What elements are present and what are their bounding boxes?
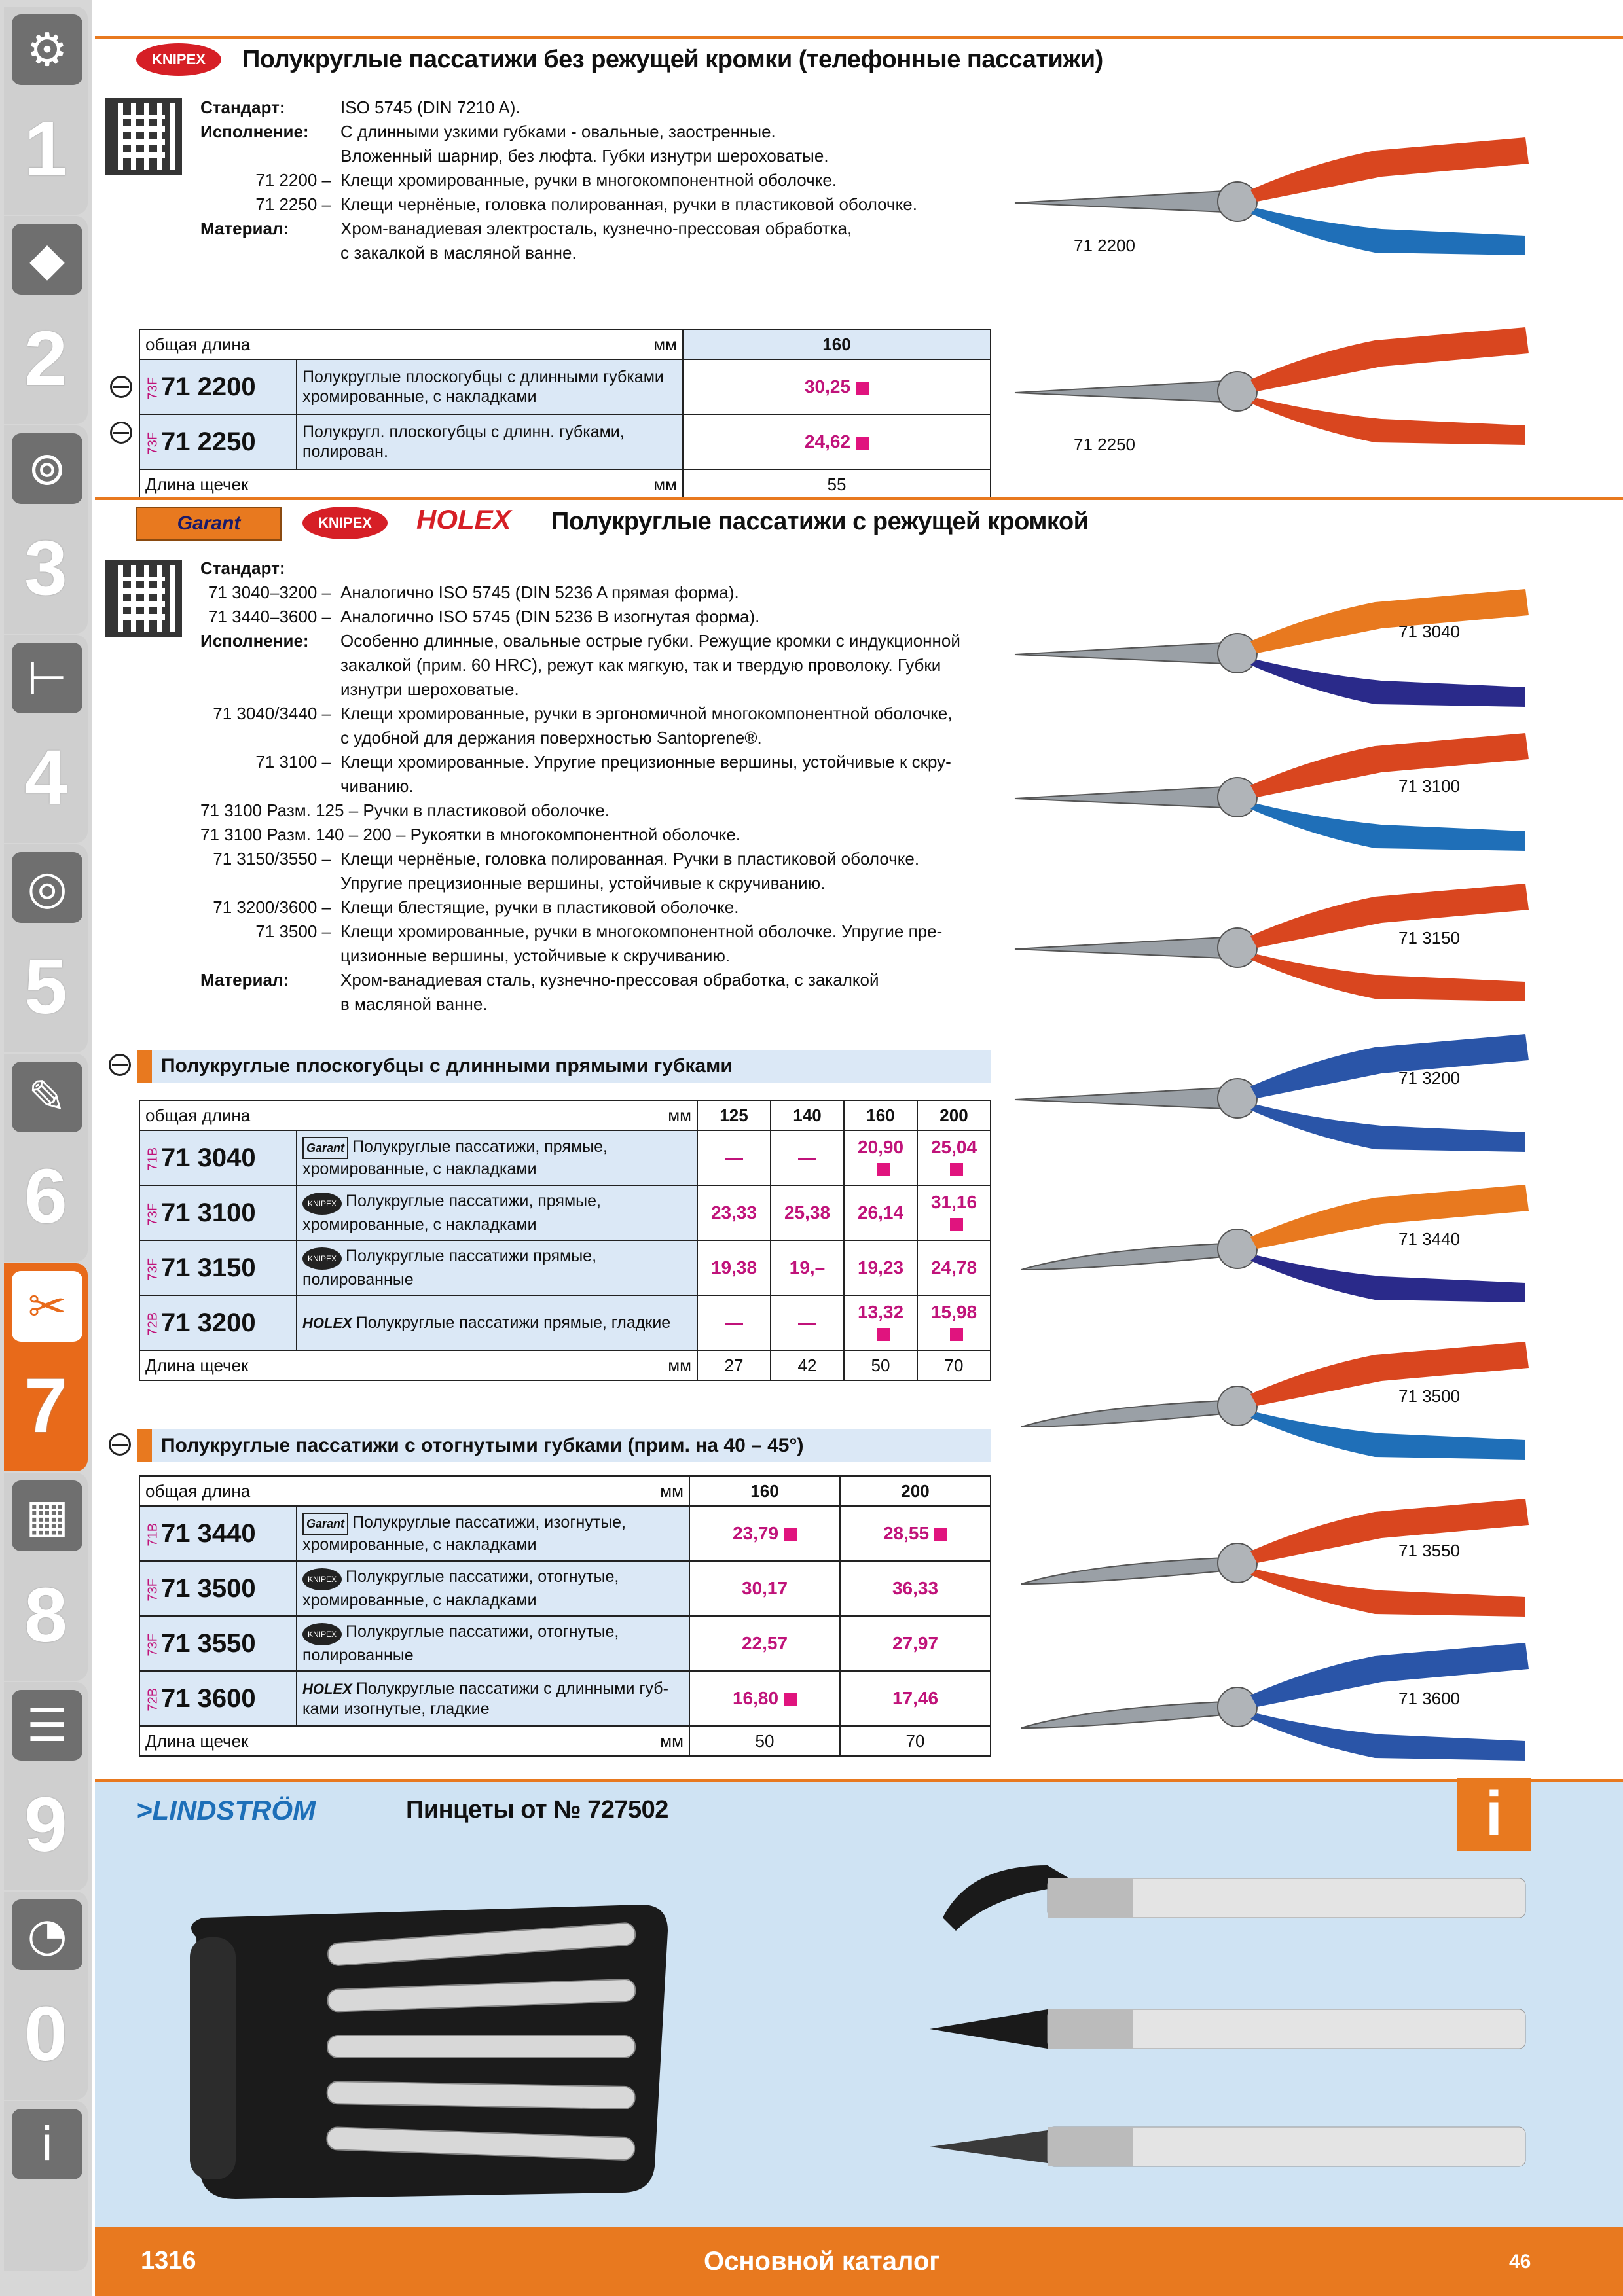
description-cell: Полукруглые плоскогубцы с длинными губками хромированные, с накладками bbox=[297, 359, 683, 414]
price-value: 19,23 bbox=[857, 1257, 904, 1278]
price-cell bbox=[840, 1616, 991, 1671]
section-header bbox=[95, 1779, 1623, 1843]
spec-label: 71 3100 – bbox=[255, 752, 331, 772]
price-value: 22,57 bbox=[741, 1633, 788, 1653]
garant-logo: Garant bbox=[302, 1137, 348, 1159]
chapter-number: 7 bbox=[24, 1363, 67, 1449]
price-cell bbox=[917, 1295, 991, 1350]
catalog-title: Основной каталог bbox=[704, 2247, 940, 2276]
header-label: общая длина bbox=[145, 1105, 251, 1125]
price-cell bbox=[840, 1671, 991, 1726]
drill-icon: ⚙ bbox=[12, 14, 82, 85]
table-row bbox=[139, 1671, 991, 1726]
table-row bbox=[139, 1506, 991, 1561]
table-row bbox=[139, 1240, 991, 1295]
description-text: Полукруглые пассатижи, отогнутые, хромированные, с накладками bbox=[302, 1568, 619, 1609]
code-cell bbox=[139, 359, 297, 414]
chapter-number: 8 bbox=[24, 1572, 67, 1659]
price-value: — bbox=[725, 1147, 743, 1168]
spec-label: 71 3200/3600 – bbox=[213, 897, 331, 917]
holex-logo: HOLEX bbox=[416, 504, 511, 535]
availability-square-icon bbox=[877, 1328, 890, 1341]
group-code: 73F bbox=[145, 1202, 160, 1225]
caliper-icon: ⊢ bbox=[12, 643, 82, 713]
code-cell bbox=[139, 1130, 297, 1185]
code-cell bbox=[139, 414, 297, 469]
spec-label: Стандарт: bbox=[200, 98, 285, 117]
tweezers-pouch-image bbox=[170, 1865, 681, 2206]
pliers-label: 71 2200 bbox=[1074, 236, 1135, 255]
price-cell bbox=[697, 1185, 771, 1240]
price-value: 20,90 bbox=[857, 1137, 904, 1157]
chapter-tab-0[interactable] bbox=[4, 1892, 88, 2100]
price-value: 25,38 bbox=[784, 1202, 831, 1223]
spec-label: Исполнение: bbox=[200, 631, 309, 651]
knipex-logo: KNIPEX bbox=[136, 43, 221, 76]
chapter-number: 9 bbox=[24, 1782, 67, 1868]
section-title: Полукруглые пассатижи с режущей кромкой bbox=[551, 508, 1089, 535]
spec-label: 71 2200 – bbox=[255, 170, 331, 190]
spec-value: Клещи чернёные, головка полированная. Ручки в пластиковой оболочке. bbox=[340, 849, 920, 869]
chapter-tab-9[interactable] bbox=[4, 1682, 88, 1890]
price-value: 23,79 bbox=[732, 1523, 779, 1543]
description-cell bbox=[297, 1130, 697, 1185]
page-index: 46 bbox=[1509, 2251, 1531, 2272]
availability-square-icon bbox=[784, 1693, 797, 1706]
description-text: Полукруглые пассатижи, изогнутые, хромированные, с накладками bbox=[302, 1513, 627, 1554]
description-cell bbox=[297, 1295, 697, 1350]
chapter-tab-info[interactable] bbox=[4, 2101, 88, 2271]
price-value: — bbox=[798, 1147, 816, 1168]
price-value: 17,46 bbox=[892, 1688, 939, 1708]
price-cell bbox=[689, 1561, 840, 1616]
description-cell bbox=[297, 1240, 697, 1295]
availability-square-icon bbox=[856, 382, 869, 395]
code-cell bbox=[139, 1240, 297, 1295]
code-cell bbox=[139, 1506, 297, 1561]
wrench-icon: ✎ bbox=[12, 1062, 82, 1132]
page-number: 1316 bbox=[141, 2247, 196, 2274]
spec-value: Вложенный шарнир, без люфта. Губки изнутри шероховатые. bbox=[340, 146, 829, 166]
chapter-number: 6 bbox=[24, 1153, 67, 1240]
jaw-length-row bbox=[139, 1350, 991, 1380]
article-code: 71 3500 bbox=[161, 1573, 256, 1603]
unit-label: мм bbox=[668, 1105, 691, 1125]
group-code: 73F bbox=[145, 1257, 160, 1280]
spec-value: изнутри шероховатые. bbox=[340, 679, 519, 699]
price-cell bbox=[771, 1240, 844, 1295]
spec-value: ISO 5745 (DIN 7210 A). bbox=[340, 98, 520, 117]
availability-square-icon bbox=[950, 1163, 963, 1176]
availability-square-icon bbox=[950, 1328, 963, 1341]
unit-label: мм bbox=[660, 1480, 684, 1501]
spec-value: в масляной ванне. bbox=[340, 994, 488, 1014]
code-cell bbox=[139, 1185, 297, 1240]
jaw-value: 42 bbox=[771, 1350, 844, 1380]
jaw-value: 70 bbox=[840, 1726, 991, 1756]
price-value: 24,78 bbox=[930, 1257, 977, 1278]
price-value: 28,55 bbox=[883, 1523, 930, 1543]
size-header: 200 bbox=[917, 1100, 991, 1130]
price-value: 27,97 bbox=[892, 1633, 939, 1653]
knipex-logo: KNIPEX bbox=[302, 1623, 342, 1645]
group-code: 72B bbox=[145, 1312, 160, 1335]
jaw-length-row bbox=[139, 469, 991, 499]
spec-value: цизионные вершины, устойчивые к скручиванию. bbox=[340, 946, 731, 965]
header-cell bbox=[139, 1100, 697, 1130]
pliers-label: 71 2250 bbox=[1074, 435, 1135, 454]
qr-code-icon bbox=[105, 98, 182, 175]
price-value: — bbox=[725, 1312, 743, 1333]
pliers-label: 71 3100 bbox=[1398, 776, 1460, 796]
no-cut-symbol-icon bbox=[109, 1054, 131, 1076]
pliers-label: 71 3440 bbox=[1398, 1229, 1460, 1249]
description-cell: Полукругл. плоскогубцы с длинн. губками, полирован. bbox=[297, 414, 683, 469]
availability-square-icon bbox=[856, 437, 869, 450]
unit-label: мм bbox=[653, 334, 677, 354]
holex-logo: HOLEX bbox=[302, 1680, 352, 1697]
code-cell bbox=[139, 1295, 297, 1350]
price-value: 19,– bbox=[789, 1257, 826, 1278]
subsection-header: Полукруглые пассатижи с отогнутыми губками (прим. на 40 – 45°) bbox=[137, 1429, 991, 1462]
article-code: 71 3040 bbox=[161, 1143, 256, 1172]
availability-square-icon bbox=[934, 1528, 947, 1541]
table-header-row bbox=[139, 1476, 991, 1506]
chapter-number: 0 bbox=[24, 1991, 67, 2077]
spec-value: Клещи чернёные, головка полированная, ручки в пластиковой оболочке. bbox=[340, 194, 917, 214]
chapter-tab-4[interactable] bbox=[4, 635, 88, 843]
spec-value: Хром-ванадиевая электросталь, кузнечно-прессовая обработка, bbox=[340, 219, 852, 238]
spec-value: Упругие прецизионные вершины, устойчивые к скручиванию. bbox=[340, 873, 826, 893]
pliers-icon: ✂ bbox=[12, 1271, 82, 1342]
knipex-logo: KNIPEX bbox=[302, 1247, 342, 1270]
unit-label: мм bbox=[660, 1731, 684, 1751]
chapter-tab-5[interactable] bbox=[4, 844, 88, 1052]
chuck-icon: ⊚ bbox=[12, 433, 82, 504]
chapter-number: 1 bbox=[24, 106, 67, 192]
spec-label: 71 3440–3600 – bbox=[208, 607, 331, 626]
knipex-logo: KNIPEX bbox=[302, 1568, 342, 1590]
price-value: — bbox=[798, 1312, 816, 1333]
size-header: 160 bbox=[683, 329, 991, 359]
jaw-value: 27 bbox=[697, 1350, 771, 1380]
description-text: Полукруглые пассатижи прямые, гладкие bbox=[356, 1313, 671, 1332]
table-row bbox=[139, 359, 991, 414]
chapter-tab-7[interactable] bbox=[4, 1263, 88, 1471]
price-cell bbox=[771, 1130, 844, 1185]
jaw-value: 50 bbox=[844, 1350, 917, 1380]
price-cell bbox=[771, 1185, 844, 1240]
spec-value: закалкой (прим. 60 HRC), режут как мягкую, так и твердую проволоку. Губки bbox=[340, 655, 941, 675]
jaw-value: 50 bbox=[689, 1726, 840, 1756]
pliers-label: 71 3500 bbox=[1398, 1386, 1460, 1406]
price-cell bbox=[840, 1561, 991, 1616]
price-cell bbox=[917, 1130, 991, 1185]
table-header-row bbox=[139, 329, 991, 359]
spec-value: с закалкой в масляной ванне. bbox=[340, 243, 577, 262]
description-cell bbox=[297, 1616, 689, 1671]
code-cell bbox=[139, 1561, 297, 1616]
chapter-tab-6[interactable] bbox=[4, 1054, 88, 1262]
spec-value: 71 3100 Разм. 125 – Ручки в пластиковой оболочке. bbox=[200, 800, 610, 820]
table-row bbox=[139, 1616, 991, 1671]
article-code: 71 3200 bbox=[161, 1308, 256, 1337]
jaw-label: Длина щечек bbox=[145, 1731, 249, 1751]
price-value: 16,80 bbox=[732, 1688, 779, 1708]
header-label: общая длина bbox=[145, 1480, 251, 1501]
description-cell bbox=[297, 1671, 689, 1726]
article-code: 71 3600 bbox=[161, 1683, 256, 1713]
price-cell bbox=[917, 1185, 991, 1240]
chapter-tab-2[interactable] bbox=[4, 216, 88, 424]
jaw-value: 70 bbox=[917, 1350, 991, 1380]
availability-square-icon bbox=[784, 1528, 797, 1541]
table-row bbox=[139, 1295, 991, 1350]
price-value: 31,16 bbox=[930, 1192, 977, 1212]
price-value: 19,38 bbox=[710, 1257, 757, 1278]
spec-value: Клещи хромированные, ручки в эргономичной многокомпонентной оболочке, bbox=[340, 704, 953, 723]
spec-value: 71 3100 Разм. 140 – 200 – Рукоятки в многокомпонентной оболочке. bbox=[200, 825, 741, 844]
info-icon[interactable]: i bbox=[1457, 1778, 1531, 1851]
table-row bbox=[139, 1130, 991, 1185]
description-cell bbox=[297, 1506, 689, 1561]
group-code: 71B bbox=[145, 1147, 160, 1170]
price-cell bbox=[689, 1616, 840, 1671]
description-text: Полукруглые пассатижи, прямые, хромированные, с накладками bbox=[302, 1192, 601, 1234]
spec-value: Аналогично ISO 5745 (DIN 5236 B изогнутая форма). bbox=[340, 607, 760, 626]
product-table bbox=[139, 1475, 991, 1757]
info-icon: i bbox=[12, 2109, 82, 2179]
table-header-row bbox=[139, 1100, 991, 1130]
pliers-label: 71 3600 bbox=[1398, 1689, 1460, 1708]
price-value: 26,14 bbox=[857, 1202, 904, 1223]
spec-label: 71 3040–3200 – bbox=[208, 583, 331, 602]
size-header: 125 bbox=[697, 1100, 771, 1130]
no-cut-symbol-icon bbox=[109, 1433, 131, 1456]
no-cut-symbol-icon bbox=[110, 422, 132, 444]
article-code: 71 3440 bbox=[161, 1518, 256, 1548]
article-code: 71 3150 bbox=[161, 1253, 256, 1282]
section-title: Полукруглые пассатижи без режущей кромки (телефонные пассатижи) bbox=[242, 46, 1103, 73]
product-table bbox=[139, 329, 991, 500]
jaw-length-row bbox=[139, 1726, 991, 1756]
pliers-image bbox=[1008, 1021, 1532, 1165]
header-label: общая длина bbox=[145, 334, 251, 354]
price-cell bbox=[844, 1240, 917, 1295]
header-cell bbox=[139, 329, 683, 359]
lindstrom-logo: >LINDSTRÖM bbox=[136, 1795, 316, 1825]
safety-icon: ◔ bbox=[12, 1899, 82, 1970]
price-value: 25,04 bbox=[930, 1137, 977, 1157]
jaw-label: Длина щечек bbox=[145, 1355, 249, 1375]
description-text: Полукруглые пассатижи, прямые, хромированные, с накладками bbox=[302, 1138, 608, 1178]
jaw-label-cell bbox=[139, 1350, 697, 1380]
price-value: 36,33 bbox=[892, 1578, 939, 1598]
spec-label: 71 3150/3550 – bbox=[213, 849, 331, 869]
price-value: 13,32 bbox=[857, 1302, 904, 1322]
table-row bbox=[139, 414, 991, 469]
chapter-tab-strip bbox=[0, 0, 92, 2296]
saw-blade-icon: ◎ bbox=[12, 852, 82, 923]
size-header: 160 bbox=[844, 1100, 917, 1130]
description-text: Полукруглые пассатижи с длинными губ- ками изогнутые, гладкие bbox=[302, 1679, 668, 1718]
section-rule bbox=[95, 36, 1623, 39]
jaw-label-cell bbox=[139, 469, 683, 499]
group-code: 73F bbox=[145, 1633, 160, 1656]
spec-label: 71 3500 – bbox=[255, 922, 331, 941]
price-value: 15,98 bbox=[930, 1302, 977, 1322]
header-cell bbox=[139, 1476, 689, 1506]
knipex-logo: KNIPEX bbox=[302, 507, 388, 539]
availability-square-icon bbox=[877, 1163, 890, 1176]
group-code: 71B bbox=[145, 1522, 160, 1546]
group-code: 72B bbox=[145, 1687, 160, 1711]
price-value: 24,62 bbox=[804, 431, 851, 452]
unit-label: мм bbox=[653, 474, 677, 494]
section-title: Пинцеты от № 727502 bbox=[406, 1796, 668, 1823]
group-code: 73F bbox=[145, 376, 160, 399]
size-header: 160 bbox=[689, 1476, 840, 1506]
table-row bbox=[139, 1185, 991, 1240]
spec-value: Аналогично ISO 5745 (DIN 5236 A прямая форма). bbox=[340, 583, 739, 602]
article-code: 71 3100 bbox=[161, 1198, 256, 1227]
insert-icon: ◆ bbox=[12, 224, 82, 295]
price-cell bbox=[844, 1185, 917, 1240]
price-value: 23,33 bbox=[710, 1202, 757, 1223]
chapter-number: 2 bbox=[24, 315, 67, 402]
spec-label: 71 2250 – bbox=[255, 194, 331, 214]
availability-square-icon bbox=[950, 1218, 963, 1231]
toolbox-icon: ▦ bbox=[12, 1480, 82, 1551]
cabinet-icon: ☰ bbox=[12, 1690, 82, 1761]
description-cell bbox=[297, 1561, 689, 1616]
spec-value: Клещи хромированные, ручки в многокомпонентной оболочке. bbox=[340, 170, 837, 190]
spec-label: Исполнение: bbox=[200, 122, 309, 141]
price-value: 30,25 bbox=[804, 376, 851, 397]
spec-value: Клещи хромированные, ручки в многокомпонентной оболочке. Упругие пре- bbox=[340, 922, 943, 941]
jaw-label-cell bbox=[139, 1726, 689, 1756]
knipex-logo: KNIPEX bbox=[302, 1193, 342, 1215]
code-cell bbox=[139, 1616, 297, 1671]
spec-value: Особенно длинные, овальные острые губки. Режущие кромки с индукционной bbox=[340, 631, 960, 651]
group-code: 73F bbox=[145, 431, 160, 454]
pliers-label: 71 3200 bbox=[1398, 1068, 1460, 1088]
description-cell bbox=[297, 1185, 697, 1240]
price-cell bbox=[683, 359, 991, 414]
price-cell bbox=[917, 1240, 991, 1295]
spec-value: С длинными узкими губками - овальные, заостренные. bbox=[340, 122, 776, 141]
pliers-label: 71 3150 bbox=[1398, 928, 1460, 948]
spec-value: с удобной для держания поверхностью Santoprene®. bbox=[340, 728, 762, 747]
description-text: Полукруглые пассатижи прямые, полированные bbox=[302, 1247, 597, 1289]
subsection-header: Полукруглые плоскогубцы с длинными прямыми губками bbox=[137, 1050, 991, 1083]
spec-value: чиванию. bbox=[340, 776, 414, 796]
chapter-number: 3 bbox=[24, 525, 67, 611]
price-cell bbox=[840, 1506, 991, 1561]
chapter-tab-8[interactable] bbox=[4, 1473, 88, 1681]
holex-logo: HOLEX bbox=[302, 1314, 352, 1331]
spec-label: Материал: bbox=[200, 219, 289, 238]
tweezers-image bbox=[917, 1852, 1545, 2193]
garant-logo: Garant bbox=[302, 1513, 348, 1535]
section-rule bbox=[95, 497, 1623, 500]
pliers-label: 71 3550 bbox=[1398, 1541, 1460, 1560]
price-cell bbox=[689, 1671, 840, 1726]
price-cell bbox=[771, 1295, 844, 1350]
spec-label: Стандарт: bbox=[200, 558, 285, 578]
price-cell bbox=[844, 1130, 917, 1185]
qr-code-icon bbox=[105, 560, 182, 637]
price-cell bbox=[697, 1130, 771, 1185]
code-cell bbox=[139, 1671, 297, 1726]
chapter-number: 4 bbox=[24, 734, 67, 821]
article-code: 71 3550 bbox=[161, 1628, 256, 1658]
spec-value: Хром-ванадиевая сталь, кузнечно-прессовая обработка, с закалкой bbox=[340, 970, 879, 990]
size-header: 140 bbox=[771, 1100, 844, 1130]
pliers-image bbox=[1008, 576, 1532, 720]
article-code: 71 2250 bbox=[161, 427, 256, 456]
price-cell bbox=[697, 1295, 771, 1350]
spec-label: 71 3040/3440 – bbox=[213, 704, 331, 723]
chapter-tab-3[interactable] bbox=[4, 425, 88, 634]
price-cell bbox=[844, 1295, 917, 1350]
table-row bbox=[139, 1561, 991, 1616]
spec-value: Клещи хромированные. Упругие прецизионные вершины, устойчивые к скру- bbox=[340, 752, 951, 772]
price-value: 30,17 bbox=[741, 1578, 788, 1598]
pliers-label: 71 3040 bbox=[1398, 622, 1460, 641]
size-header: 200 bbox=[840, 1476, 991, 1506]
garant-logo: Garant bbox=[136, 507, 282, 541]
price-cell bbox=[697, 1240, 771, 1295]
spec-label: Материал: bbox=[200, 970, 289, 990]
article-code: 71 2200 bbox=[161, 372, 256, 401]
jaw-value: 55 bbox=[683, 469, 991, 499]
price-cell bbox=[689, 1506, 840, 1561]
chapter-number: 5 bbox=[24, 944, 67, 1030]
product-table bbox=[139, 1100, 991, 1381]
description-text: Полукруглые пассатижи, отогнутые, полированные bbox=[302, 1623, 619, 1664]
unit-label: мм bbox=[668, 1355, 691, 1375]
group-code: 73F bbox=[145, 1578, 160, 1601]
price-cell bbox=[683, 414, 991, 469]
chapter-tab-1[interactable] bbox=[4, 7, 88, 215]
page-footer bbox=[95, 2227, 1623, 2296]
spec-value: Клещи блестящие, ручки в пластиковой оболочке. bbox=[340, 897, 739, 917]
jaw-label: Длина щечек bbox=[145, 474, 249, 494]
no-cut-symbol-icon bbox=[110, 376, 132, 398]
